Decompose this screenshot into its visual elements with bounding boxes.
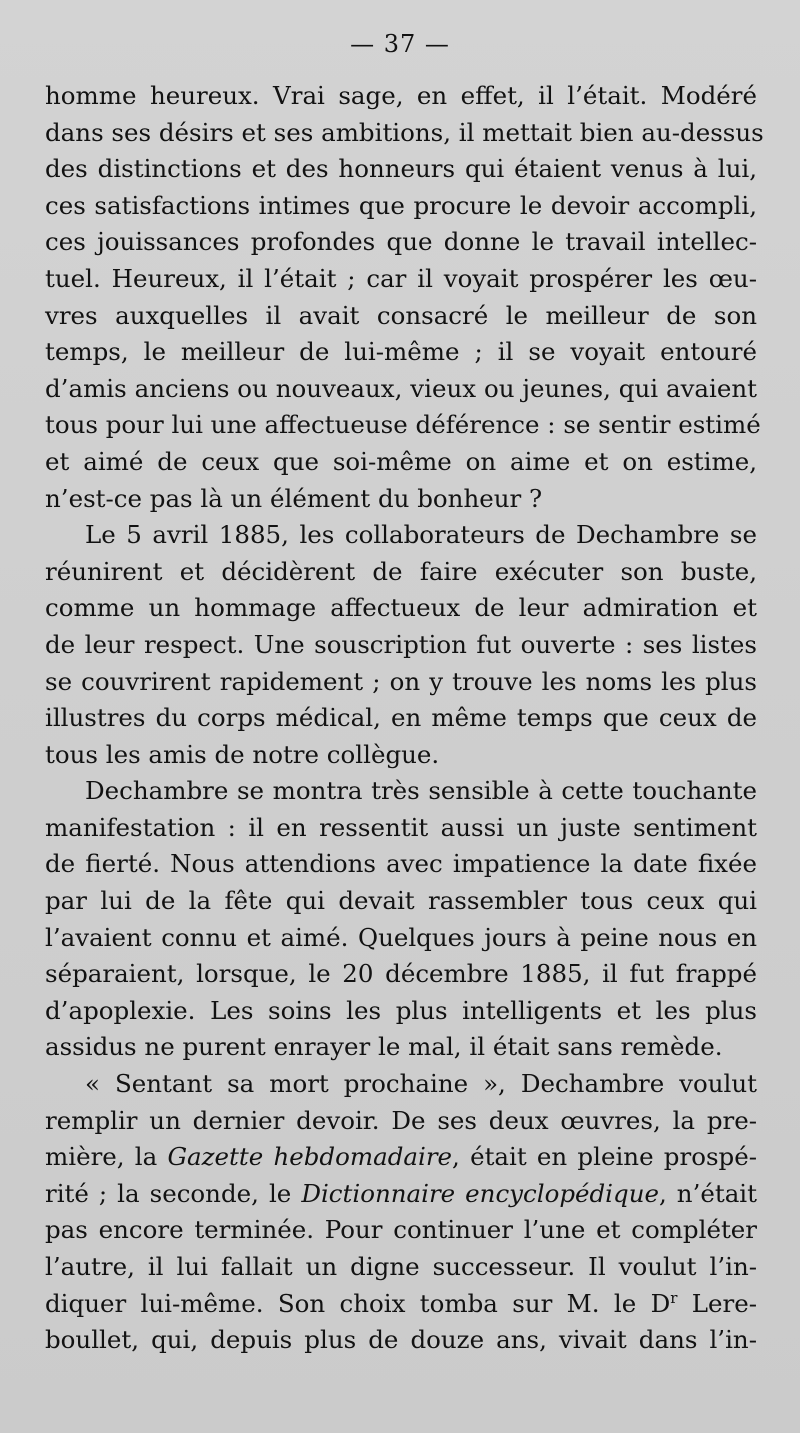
- text-run: rité ; la seconde, le: [45, 1178, 302, 1208]
- text-line: Dechambre se montra très sensible à cette touchante: [85, 776, 757, 806]
- text-run: , était en pleine prospé-: [452, 1142, 757, 1172]
- text-line: ces satisfactions intimes que procure le devoir accompli,: [45, 190, 757, 220]
- text-line: pas encore terminée. Pour continuer l’une et compléter: [45, 1215, 757, 1245]
- text-line: tuel. Heureux, il l’était ; car il voyait prospérer les œu-: [45, 263, 757, 293]
- text-line: boullet, qui, depuis plus de douze ans, vivait dans l’in-: [45, 1325, 757, 1355]
- journal-title: Gazette hebdomadaire: [167, 1142, 453, 1172]
- text-line: comme un hommage affectueux de leur admiration et: [45, 593, 757, 623]
- text-line: manifestation : il en ressentit aussi un juste sentiment: [45, 812, 757, 842]
- text-line: assidus ne purent enrayer le mal, il était sans remède.: [45, 1032, 723, 1062]
- text-line: temps, le meilleur de lui-même ; il se voyait entouré: [45, 337, 757, 367]
- text-line: Le 5 avril 1885, les collaborateurs de Dechambre se: [85, 520, 757, 550]
- text-run: , n’était: [658, 1178, 757, 1208]
- text-line: vres auxquelles il avait consacré le meilleur de son: [45, 300, 757, 330]
- text-line: de leur respect. Une souscription fut ouverte : ses listes: [45, 629, 757, 659]
- text-line: dans ses désirs et ses ambitions, il mettait bien au-dessus: [45, 117, 764, 147]
- text-run: mière, la: [45, 1142, 168, 1172]
- text-line: [45, 1139, 757, 1176]
- text-line: de fierté. Nous attendions avec impatience la date fixée: [45, 849, 757, 879]
- text-line: d’amis anciens ou nouveaux, vieux ou jeunes, qui avaient: [45, 373, 757, 403]
- page-number: — 37 —: [350, 30, 450, 58]
- superscript: r: [670, 1288, 678, 1307]
- text-line: des distinctions et des honneurs qui étaient venus à lui,: [45, 154, 757, 184]
- text-line: [45, 1176, 757, 1213]
- text-line: séparaient, lorsque, le 20 décembre 1885, il fut frappé: [45, 959, 757, 989]
- text-line: par lui de la fête qui devait rassembler tous ceux qui: [45, 886, 757, 916]
- text-line: et aimé de ceux que soi-même on aime et on estime,: [45, 446, 757, 476]
- text-line: « Sentant sa mort prochaine », Dechambre voulut: [85, 1069, 757, 1099]
- text-line: tous pour lui une affectueuse déférence : se sentir estimé: [45, 410, 761, 440]
- text-line: illustres du corps médical, en même temps que ceux de: [45, 703, 757, 733]
- text-line: réunirent et décidèrent de faire exécuter son buste,: [45, 556, 757, 586]
- text-line: homme heureux. Vrai sage, en effet, il l’était. Modéré: [45, 81, 757, 110]
- text-line: [45, 1286, 757, 1323]
- text-line: remplir un dernier devoir. De ses deux œuvres, la pre-: [45, 1105, 757, 1135]
- text-line: tous les amis de notre collègue.: [45, 739, 440, 769]
- text-line: ces jouissances profondes que donne le travail intellec-: [45, 227, 757, 257]
- text-line: l’avaient connu et aimé. Quelques jours à peine nous en: [45, 922, 757, 952]
- text-line: l’autre, il lui fallait un digne successeur. Il voulut l’in-: [45, 1252, 757, 1281]
- text-line: se couvrirent rapidement ; on y trouve les noms les plus: [45, 666, 757, 696]
- text-run: diquer lui-même. Son choix tomba sur M. le D: [45, 1288, 671, 1318]
- text-line: n’est-ce pas là un élément du bonheur ?: [45, 483, 543, 513]
- text-line: d’apoplexie. Les soins les plus intelligents et les plus: [45, 995, 757, 1025]
- dictionary-title: Dictionnaire encyclopédique: [301, 1178, 659, 1208]
- body-text: [45, 78, 764, 1359]
- text-run: Lere-: [677, 1288, 757, 1318]
